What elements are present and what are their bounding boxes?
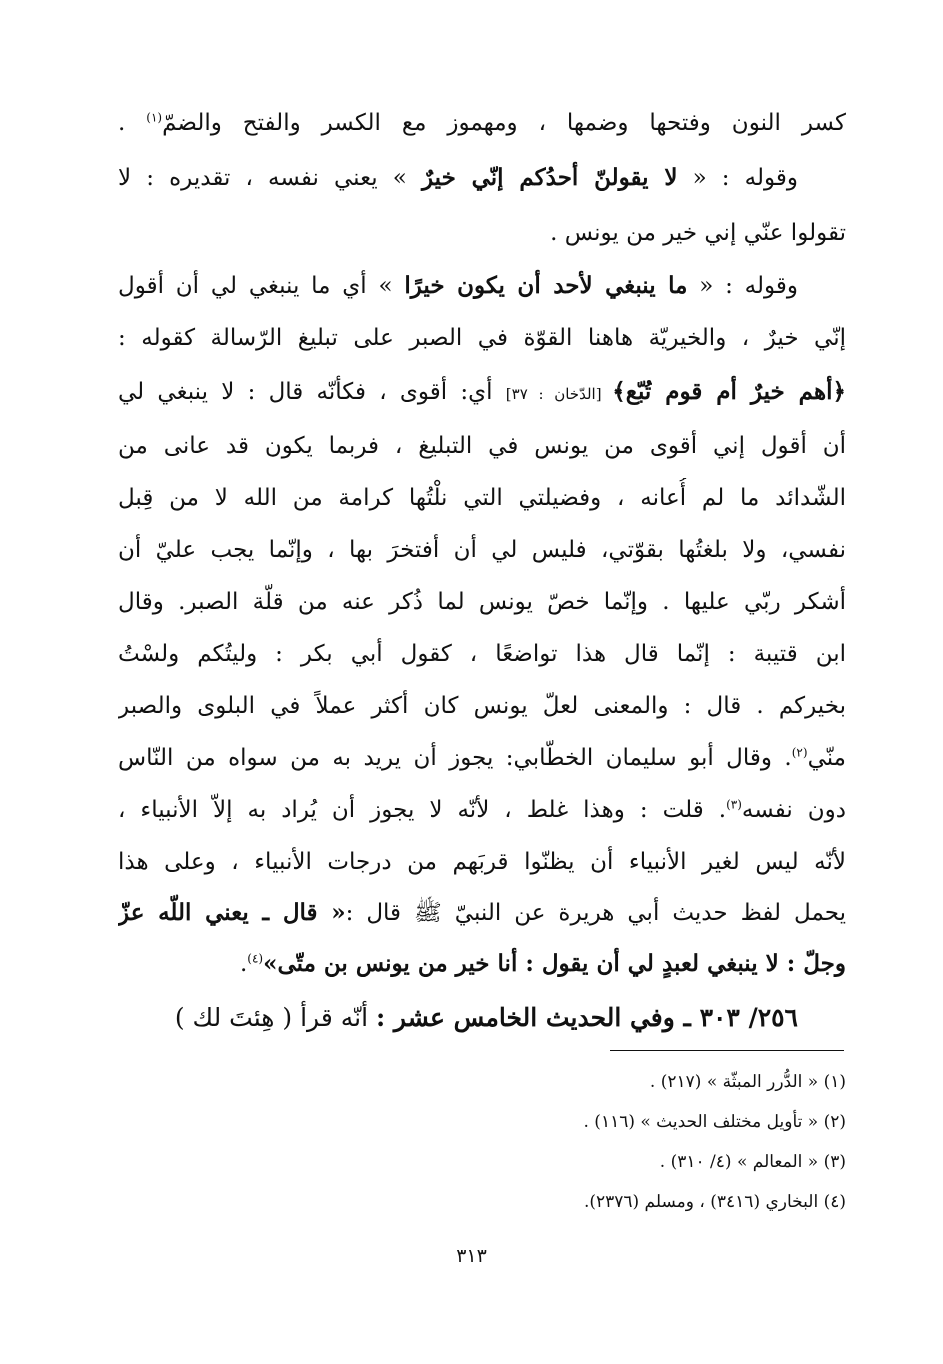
footnote: (٢) « تأويل مختلف الحديث » (١١٦) . [583, 1112, 846, 1132]
footnote-ref: (١) [146, 110, 163, 125]
text-line: نفسي، ولا بلغتُها بقوّتي، فليس لي أن أفتخرَ بها ، وإنّما يجب عليّ أن [118, 537, 846, 563]
hadith-quote: ما ينبغي لأحد أن يكون خيرًا [404, 272, 688, 299]
text-line: تقولوا عنّي إني خير من يونس . [550, 220, 846, 246]
footnote: (١) « الدُّرر المبثّة » (٢١٧) . [649, 1072, 846, 1092]
text-line: منّي$^{(٢)}$. وقال أبو سليمان الخطّابي: يجوز أن يريد به من سواه من النّاس [118, 745, 846, 771]
text-line: لأنّه ليس لغير الأنبياء أن يظنّوا قربَهم من درجات الأنبياء ، وعلى هذا [118, 849, 846, 875]
text-line: ابن قتيبة : إنّما قال هذا تواضعًا ، كقول أبي بكر : وليتُكم ولسْتُ [118, 641, 846, 667]
text-line: وجلّ : لا ينبغي لعبدٍ لي أن يقول : أنا خير من يونس بن متّى»$^{(٤)}$. [239, 950, 846, 977]
text-line: إنّي خيرٌ ، والخيريّة هاهنا القوّة في الصبر على تبليغ الرّسالة كقوله : [118, 325, 846, 351]
footnote: (٤) البخاري (٣٤١٦) ، ومسلم (٢٣٧٦). [583, 1192, 846, 1212]
verse-citation: [الدّخان : ٣٧] [505, 385, 613, 403]
hadith-quote: « قال ـ يعني اللّه عزّ [118, 899, 346, 926]
text-line: وقوله : « ما ينبغي لأحد أن يكون خيرًا » أي ما ينبغي لي أن أقول [118, 272, 799, 299]
text-line: كسر النون وفتحها وضمها ، ومهموز مع الكسر والفتح والضمّ$^{(١)}$ . [118, 110, 846, 136]
footnote-ref: (٣) [726, 797, 742, 812]
footnote: (٣) « المعالم » (٤/ ٣١٠) . [659, 1152, 846, 1172]
hadith-quote: وجلّ : لا ينبغي لعبدٍ لي أن يقول : أنا خير من يونس بن متّى» [263, 950, 846, 977]
text-line: وقوله : « لا يقولنّ أحدُكم إنّي خيرٌ » يعني نفسه ، تقديره : لا [118, 164, 798, 191]
text-line: دون نفسه$^{(٣)}$. قلت : وهذا غلط ، لأنّه لا يجوز أن يُراد به إلاّ الأنبياء ، [118, 797, 846, 823]
hadith-heading: ٢٥٦/ ٣٠٣ ـ وفي الحديث الخامس عشر : [376, 1003, 798, 1032]
quran-verse: ﴿أهم خيرٌ أم قوم تُبّع﴾ [612, 378, 846, 405]
hadith-quote: لا يقولنّ أحدُكم إنّي خيرٌ [421, 164, 678, 191]
text-line: ٢٥٦/ ٣٠٣ ـ وفي الحديث الخامس عشر : أنّه قرأ ( هِئتَ لك ) [174, 1003, 798, 1032]
text-line: أشكر ربّي عليها . وإنّما خصّ يونس لما ذُكر عنه من قلّة الصبر. وقال [118, 589, 846, 615]
footnote-ref: (٢) [791, 745, 808, 760]
text-line: بخيركم . قال : والمعنى لعلّ يونس كان أكثر عملاً في البلوى والصبر [118, 693, 846, 719]
footnote-ref: (٤) [247, 951, 264, 966]
text-line: الشّدائد ما لم أُعانه ، وفضيلتي التي نلْتُها كرامة من الله لا من قِبل [118, 485, 846, 511]
text-line: ﴿أهم خيرٌ أم قوم تُبّع﴾ [الدّخان : ٣٧] أي: أقوى ، فكأنّه قال : لا ينبغي لي [118, 378, 846, 405]
text-line: يحمل لفظ حديث أبي هريرة عن النبيّ ﷺ قال :« قال ـ يعني اللّه عزّ [118, 899, 846, 926]
footnote-divider [610, 1050, 844, 1051]
text-line: أن أقول إني أقوى من يونس في التبليغ ، فربما يكون قد عانى من [118, 433, 846, 459]
page-number: ٣١٣ [456, 1245, 487, 1267]
